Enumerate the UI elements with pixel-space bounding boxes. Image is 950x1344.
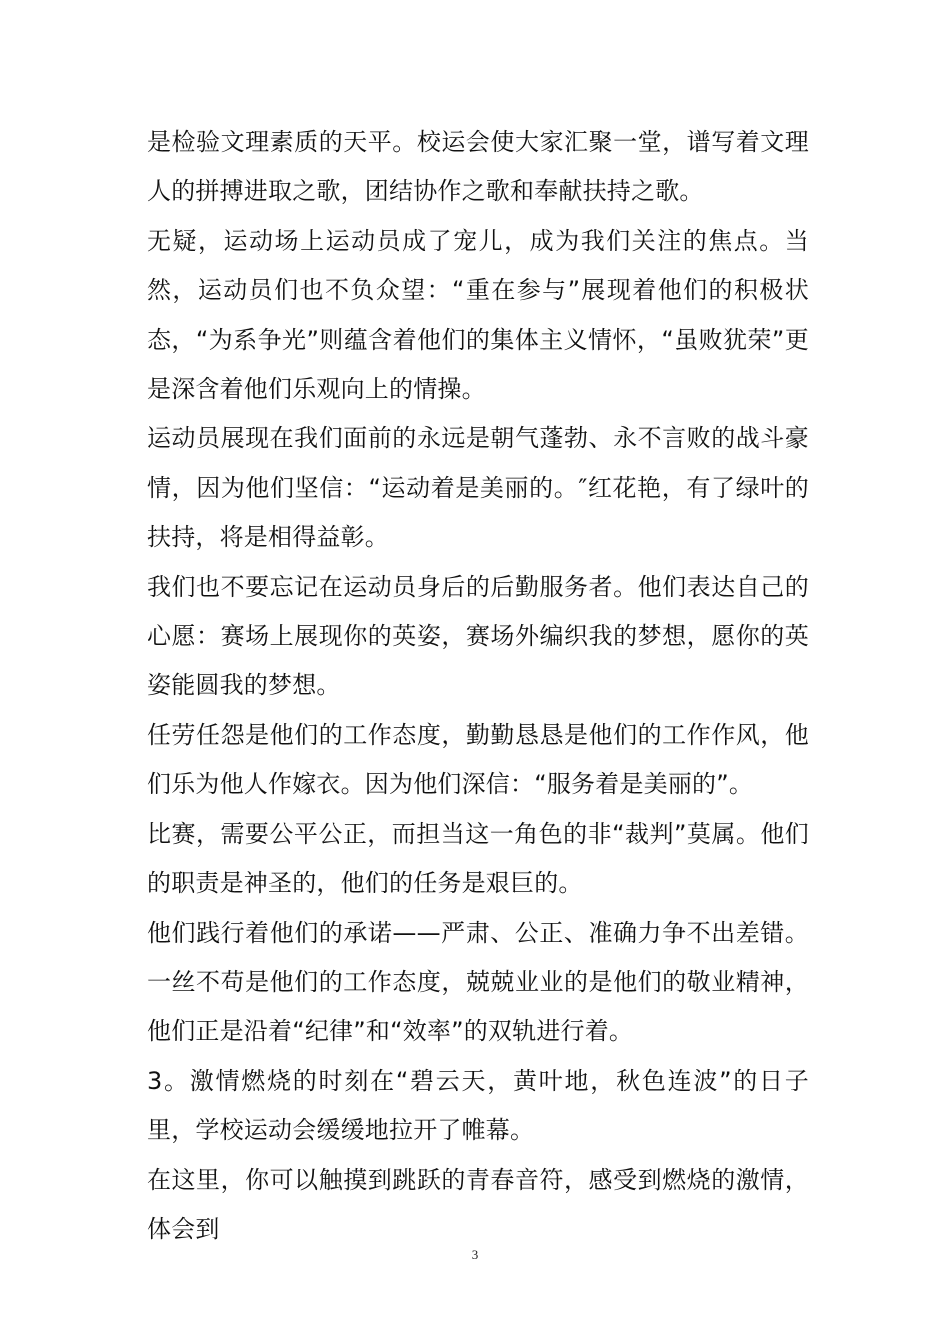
paragraph-3: 运动员展现在我们面前的永远是朝气蓬勃、永不言败的战斗豪情，因为他们坚信：“运动着是美丽的。″红花艳，有了绿叶的扶持，将是相得益彰。 (147, 424, 809, 552)
paragraph-8: 3。激情燃烧的时刻在“碧云天，黄叶地，秋色连波”的日子里，学校运动会缓缓地拉开了帷幕。 (147, 1066, 809, 1145)
paragraph-6: 比赛，需要公平公正，而担当这一角色的非“裁判”莫属。他们的职责是神圣的，他们的任务是艰巨的。 (147, 819, 809, 898)
document-body (147, 118, 809, 1254)
paragraph-5: 任劳任怨是他们的工作态度，勤勤恳恳是他们的工作作风，他们乐为他人作嫁衣。因为他们深信：“服务着是美丽的”。 (147, 720, 809, 799)
page-number: 3 (471, 1247, 479, 1262)
paragraph-7: 他们践行着他们的承诺——严肃、公正、准确力争不出差错。一丝不苟是他们的工作态度，兢兢业业的是他们的敬业精神，他们正是沿着“纪律”和“效率”的双轨进行着。 (147, 918, 809, 1046)
paragraph-2: 无疑，运动场上运动员成了宠儿，成为我们关注的焦点。当然，运动员们也不负众望：“重在参与”展现着他们的积极状态，“为系争光”则蕴含着他们的集体主义情怀，“虽败犹荣”更是深含着他们乐观向上的情操。 (147, 226, 809, 404)
paragraph-9: 在这里，你可以触摸到跳跃的青春音符，感受到燃烧的激情，体会到 (147, 1165, 809, 1243)
paragraph-4: 我们也不要忘记在运动员身后的后勤服务者。他们表达自己的心愿：赛场上展现你的英姿，赛场外编织我的梦想，愿你的英姿能圆我的梦想。 (147, 572, 809, 700)
paragraph-1: 是检验文理素质的天平。校运会使大家汇聚一堂，谱写着文理人的拼搏进取之歌，团结协作之歌和奉献扶持之歌。 (147, 128, 809, 206)
